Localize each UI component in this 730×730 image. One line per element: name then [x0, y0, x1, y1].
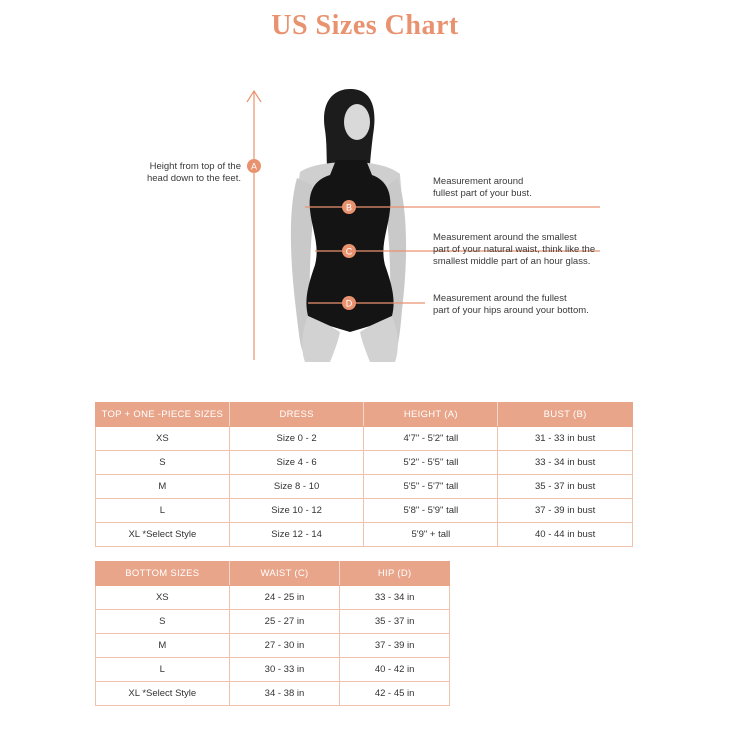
note-bust: Measurement around fullest part of your bust. [433, 176, 532, 199]
table-row [96, 586, 450, 610]
table-cell: 24 - 25 in [229, 586, 340, 610]
table-cell: 34 - 38 in [229, 682, 340, 706]
table-row [96, 610, 450, 634]
table-row [96, 427, 633, 451]
top-sizes-table [95, 402, 633, 547]
table-cell: 40 - 42 in [340, 658, 450, 682]
bottom-sizes-table [95, 561, 450, 706]
column-header: HIP (D) [340, 562, 450, 586]
table-cell: M [96, 634, 230, 658]
table-cell: Size 10 - 12 [229, 499, 364, 523]
column-header: HEIGHT (A) [364, 403, 498, 427]
table-cell: 37 - 39 in [340, 634, 450, 658]
table-cell: 33 - 34 in bust [498, 451, 633, 475]
table-cell: 5'2" - 5'5'' tall [364, 451, 498, 475]
marker-b [342, 200, 356, 214]
column-header: BOTTOM SIZES [96, 562, 230, 586]
note-height: Height from top of the head down to the feet. [146, 161, 241, 184]
table-cell: S [96, 610, 230, 634]
table-cell: M [96, 475, 230, 499]
column-header: BUST (B) [498, 403, 633, 427]
table-header-row [96, 403, 633, 427]
svg-text:D: D [345, 298, 353, 309]
marker-d [342, 296, 356, 310]
table-cell: 35 - 37 in bust [498, 475, 633, 499]
table-header-row [96, 562, 450, 586]
table-cell: Size 8 - 10 [229, 475, 364, 499]
note-waist: Measurement around the smallest part of your natural waist, think like the smallest middle part of an hour glass. [433, 232, 596, 267]
body-figure-illustration [0, 80, 730, 370]
column-header: DRESS [229, 403, 364, 427]
table-cell: 42 - 45 in [340, 682, 450, 706]
table-cell: 5'5" - 5'7" tall [364, 475, 498, 499]
table-cell: XS [96, 427, 230, 451]
table-cell: XL *Select Style [96, 523, 230, 547]
marker-a [247, 159, 261, 173]
table-row [96, 658, 450, 682]
table-cell: L [96, 658, 230, 682]
table-cell: 25 - 27 in [229, 610, 340, 634]
measurement-diagram [0, 80, 730, 370]
table-cell: 31 - 33 in bust [498, 427, 633, 451]
table-row [96, 682, 450, 706]
table-row [96, 523, 633, 547]
table-row [96, 451, 633, 475]
marker-c [342, 244, 356, 258]
table-cell: Size 4 - 6 [229, 451, 364, 475]
table-row [96, 475, 633, 499]
table-cell: L [96, 499, 230, 523]
column-header: WAIST (C) [229, 562, 340, 586]
note-hip: Measurement around the fullest part of your hips around your bottom. [433, 293, 589, 316]
table-cell: 4'7" - 5'2" tall [364, 427, 498, 451]
table-row [96, 634, 450, 658]
table-cell: Size 0 - 2 [229, 427, 364, 451]
table-cell: 37 - 39 in bust [498, 499, 633, 523]
table-cell: 27 - 30 in [229, 634, 340, 658]
table-cell: 30 - 33 in [229, 658, 340, 682]
svg-text:B: B [345, 202, 353, 213]
table-row [96, 499, 633, 523]
table-cell: XS [96, 586, 230, 610]
svg-text:C: C [345, 246, 353, 257]
figure-face [344, 104, 370, 140]
column-header: TOP + ONE -PIECE SIZES [96, 403, 230, 427]
table-cell: XL *Select Style [96, 682, 230, 706]
table-cell: 5'8" - 5'9" tall [364, 499, 498, 523]
table-cell: Size 12 - 14 [229, 523, 364, 547]
table-cell: 35 - 37 in [340, 610, 450, 634]
table-cell: 5'9" + tall [364, 523, 498, 547]
table-cell: 40 - 44 in bust [498, 523, 633, 547]
table-cell: S [96, 451, 230, 475]
table-cell: 33 - 34 in [340, 586, 450, 610]
svg-text:A: A [250, 161, 258, 172]
page-title: US Sizes Chart [271, 10, 459, 41]
